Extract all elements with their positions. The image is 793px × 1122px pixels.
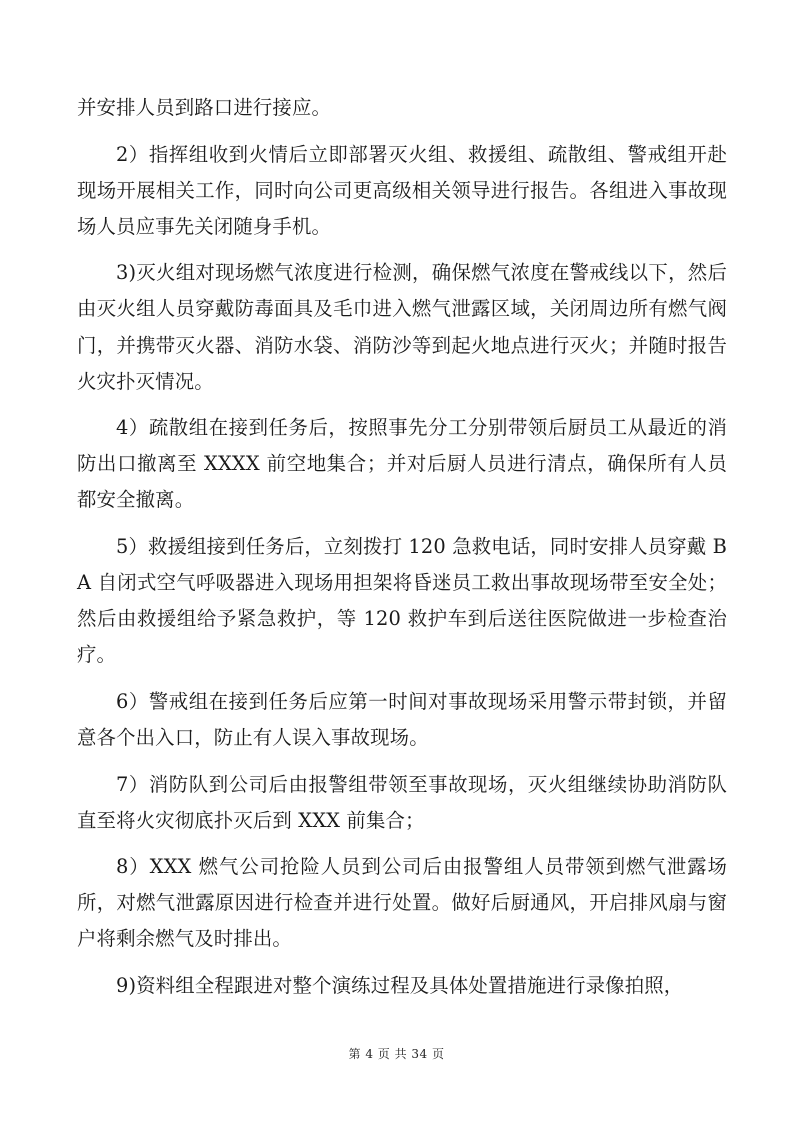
page-number-footer: 第 4 页 共 34 页 [348, 1047, 445, 1061]
paragraph-step-9: 9)资料组全程跟进对整个演练过程及具体处置措施进行录像拍照， [116, 974, 684, 998]
paragraph-step-6: 6）警戒组在接到任务后应第一时间对事故现场采用警示带封锁，并留意各个出入口，防止有人误入事故现场。 [77, 689, 727, 749]
paragraph-step-8: 8）XXX 燃气公司抢险人员到公司后由报警组人员带领到燃气泄露场所，对燃气泄露原因进行检查并进行处置。做好后厨通风，开启排风扇与窗户将剩余燃气及时排出。 [77, 855, 727, 951]
paragraph-step-5: 5）救援组接到任务后，立刻拨打 120 急救电话，同时安排人员穿戴 BA 自闭式空气呼吸器进入现场用担架将昏迷员工救出事故现场带至安全处；然后由救援组给予紧急救护，等 120 救护车到后送往医院做进一步检查治疗。 [77, 535, 727, 667]
paragraph-step-2: 2）指挥组收到火情后立即部署灭火组、救援组、疏散组、警戒组开赴现场开展相关工作，同时向公司更高级相关领导进行报告。各组进入事故现场人员应事先关闭随身手机。 [77, 142, 727, 238]
document-body [77, 90, 727, 1015]
paragraph-continuation: 并安排人员到路口进行接应。 [77, 96, 332, 119]
paragraph-step-3: 3)灭火组对现场燃气浓度进行检测，确保燃气浓度在警戒线以下，然后由灭火组人员穿戴防毒面具及毛巾进入燃气泄露区域，关闭周边所有燃气阀门，并携带灭火器、消防水袋、消防沙等到起火地点进行灭火；并随时报告火灾扑灭情况。 [77, 261, 727, 393]
paragraph-step-4: 4）疏散组在接到任务后，按照事先分工分别带领后厨员工从最近的消防出口撤离至 XXXX 前空地集合；并对后厨人员进行清点，确保所有人员都安全撤离。 [77, 416, 727, 512]
paragraph-step-7: 7）消防队到公司后由报警组带领至事故现场，灭火组继续协助消防队直至将火灾彻底扑灭后到 XXX 前集合； [77, 772, 727, 832]
